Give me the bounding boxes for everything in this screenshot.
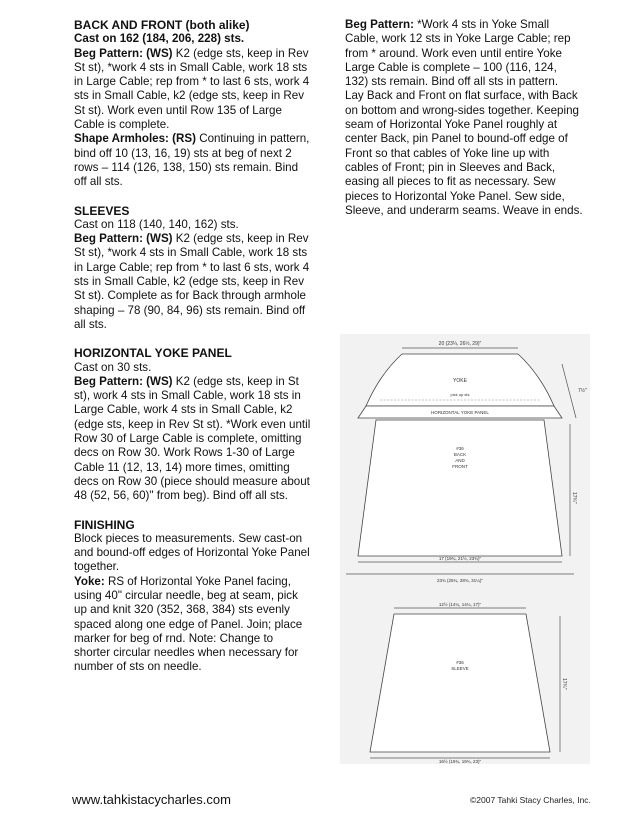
schematic-diagram [340, 334, 590, 764]
sleeve-label-1: #36 [456, 660, 464, 665]
back-front-beg-pattern [74, 47, 312, 133]
left-column [74, 18, 312, 675]
sleeve-length-text: 17¾" [561, 678, 567, 690]
sleeve-label-2: SLEEVE [451, 666, 469, 671]
yoke-label: YOKE [453, 378, 467, 384]
top-measure-text: 20 (23¼, 26½, 29)" [438, 341, 482, 347]
footer-url[interactable]: www.tahkistacycharles.com [72, 792, 231, 807]
back-front-shape-armholes [74, 132, 312, 189]
sleeve-top-width: 12½ (14¼, 14¼, 17)" [438, 602, 482, 607]
finishing-text-1: Block pieces to measurements. Sew cast-on and bound-off edges of Horizontal Yoke Panel together. [74, 531, 310, 574]
yoke-depth-line [562, 364, 576, 418]
back-front-beg-label: Beg Pattern: (WS) [74, 46, 173, 60]
back-front-beg-text: K2 (edge sts, keep in Rev St st), *work 4 sts in Small Cable, work 18 sts in Large Cable; rep from * to last 6 sts, work 4 sts in Small Cable, k2 (edge sts, keep in Rev St st). Work even until Row 135 of Large Cable is complete. [74, 46, 310, 132]
body-label-4: FRONT [452, 464, 468, 469]
back-front-cast-on: Cast on 162 (184, 206, 228) sts. [74, 32, 245, 46]
shape-armholes-label: Shape Armholes: (RS) [74, 132, 196, 146]
body-shape [358, 420, 562, 556]
sleeve-shape [370, 614, 550, 752]
yoke-panel-section [74, 346, 312, 503]
body-label-1: #36 [456, 446, 464, 451]
back-front-section [74, 18, 312, 190]
finishing-beg-pattern [345, 18, 583, 89]
finishing-text-2: Lay Back and Front on flat surface, with Back on bottom and wrong-sides together. Keeping seam of Horizontal Yoke Panel roughly at center Back, pin Panel to bound-off edge of Front so that cables of Yoke line up with cables of Front; pin in Sleeves and Back, easing all pieces to fit as necessary. Sew pieces to Horizontal Yoke Panel. Sew side, Sleeve, and underarm seams. Weave in ends. [345, 89, 583, 217]
yoke-panel-beg-pattern [74, 375, 312, 504]
sleeves-cast-on: Cast on 118 (140, 140, 162) sts. [74, 217, 239, 231]
finishing-section [74, 518, 312, 675]
yoke-panel-cast-on: Cast on 30 sts. [74, 360, 152, 374]
yoke-panel-beg-label: Beg Pattern: (WS) [74, 374, 173, 388]
pick-up-label: pick up sts [450, 392, 470, 397]
finishing-beg-label: Beg Pattern: [345, 18, 414, 31]
finishing-heading: FINISHING [74, 517, 135, 532]
back-front-heading: BACK AND FRONT (both alike) [74, 18, 250, 32]
yoke-panel-beg-text: K2 (edge sts, keep in St st), work 4 sts in Small Cable, work 18 sts in Large Cable, work 4 sts in Small Cable, k2 (edge sts, keep in Rev St st). *Work even until Row 30 of Large Cable is complete, omitting decs on Row 30. Work Rows 1-30 of Large Cable 11 (12, 13, 14) more times, omitting decs on Row 30 (piece should measure about 48 (52, 56, 60)" from beg). Bind off all sts. [74, 374, 311, 503]
sleeves-beg-text: K2 (edge sts, keep in Rev St st), *work 4 sts in Small Cable, work 18 sts in Large Cable; rep from * to last 6 sts, work 4 sts in Small Cable, k2 (edge sts, keep in Rev St st). Complete as for Back through armhole shaping – 78 (90, 84, 96) sts remain. Bind off all sts. [74, 232, 310, 331]
body-label-2: BACK [453, 452, 467, 457]
schematic-svg [340, 334, 590, 764]
footer-copyright: ©2007 Tahki Stacy Charles, Inc. [470, 795, 591, 805]
body-label-3: AND [455, 458, 465, 463]
right-column [345, 18, 583, 218]
sleeves-beg-label: Beg Pattern: (WS) [74, 232, 173, 246]
body-upper-width: 17 (19¾, 21½, 23¾)" [438, 556, 482, 561]
body-lower-width: 23¾ (25¾, 28¾, 31¼)" [437, 578, 483, 583]
body-length-text: 17¾" [571, 492, 577, 504]
sleeves-beg-pattern [74, 232, 312, 332]
sleeves-heading: SLEEVES [74, 203, 130, 218]
yoke-depth-text: 7½" [578, 388, 587, 394]
yoke-panel-label: HORIZONTAL YOKE PANEL [431, 410, 489, 415]
sleeves-section [74, 204, 312, 333]
finishing-beg-text: *Work 4 sts in Yoke Small Cable, work 12 sts in Yoke Large Cable; rep from * around. Work even until entire Yoke Large Cable is complete – 100 (116, 124, 132) sts remain. Bind off all sts in pattern. [345, 18, 571, 89]
finishing-yoke-label: Yoke: [74, 574, 105, 588]
yoke-panel-heading: HORIZONTAL YOKE PANEL [74, 346, 232, 361]
sleeve-bottom-width: 16½ (19¾, 19¾, 23)" [438, 759, 482, 764]
finishing-yoke-text: RS of Horizontal Yoke Panel facing, using 40" circular needle, beg at seam, pick up and knit 320 (352, 368, 384) sts evenly spaced along one edge of Panel. Join; place marker for beg of rnd. Note: Change to shorter circular needles when necessary for number of sts on needle. [74, 574, 303, 674]
finishing-yoke [74, 575, 312, 675]
shape-armholes-text: Continuing in pattern, bind off 10 (13, 16, 19) sts at beg of next 2 rows – 114 (126, 138, 150) sts remain. Bind off all sts. [74, 132, 310, 189]
